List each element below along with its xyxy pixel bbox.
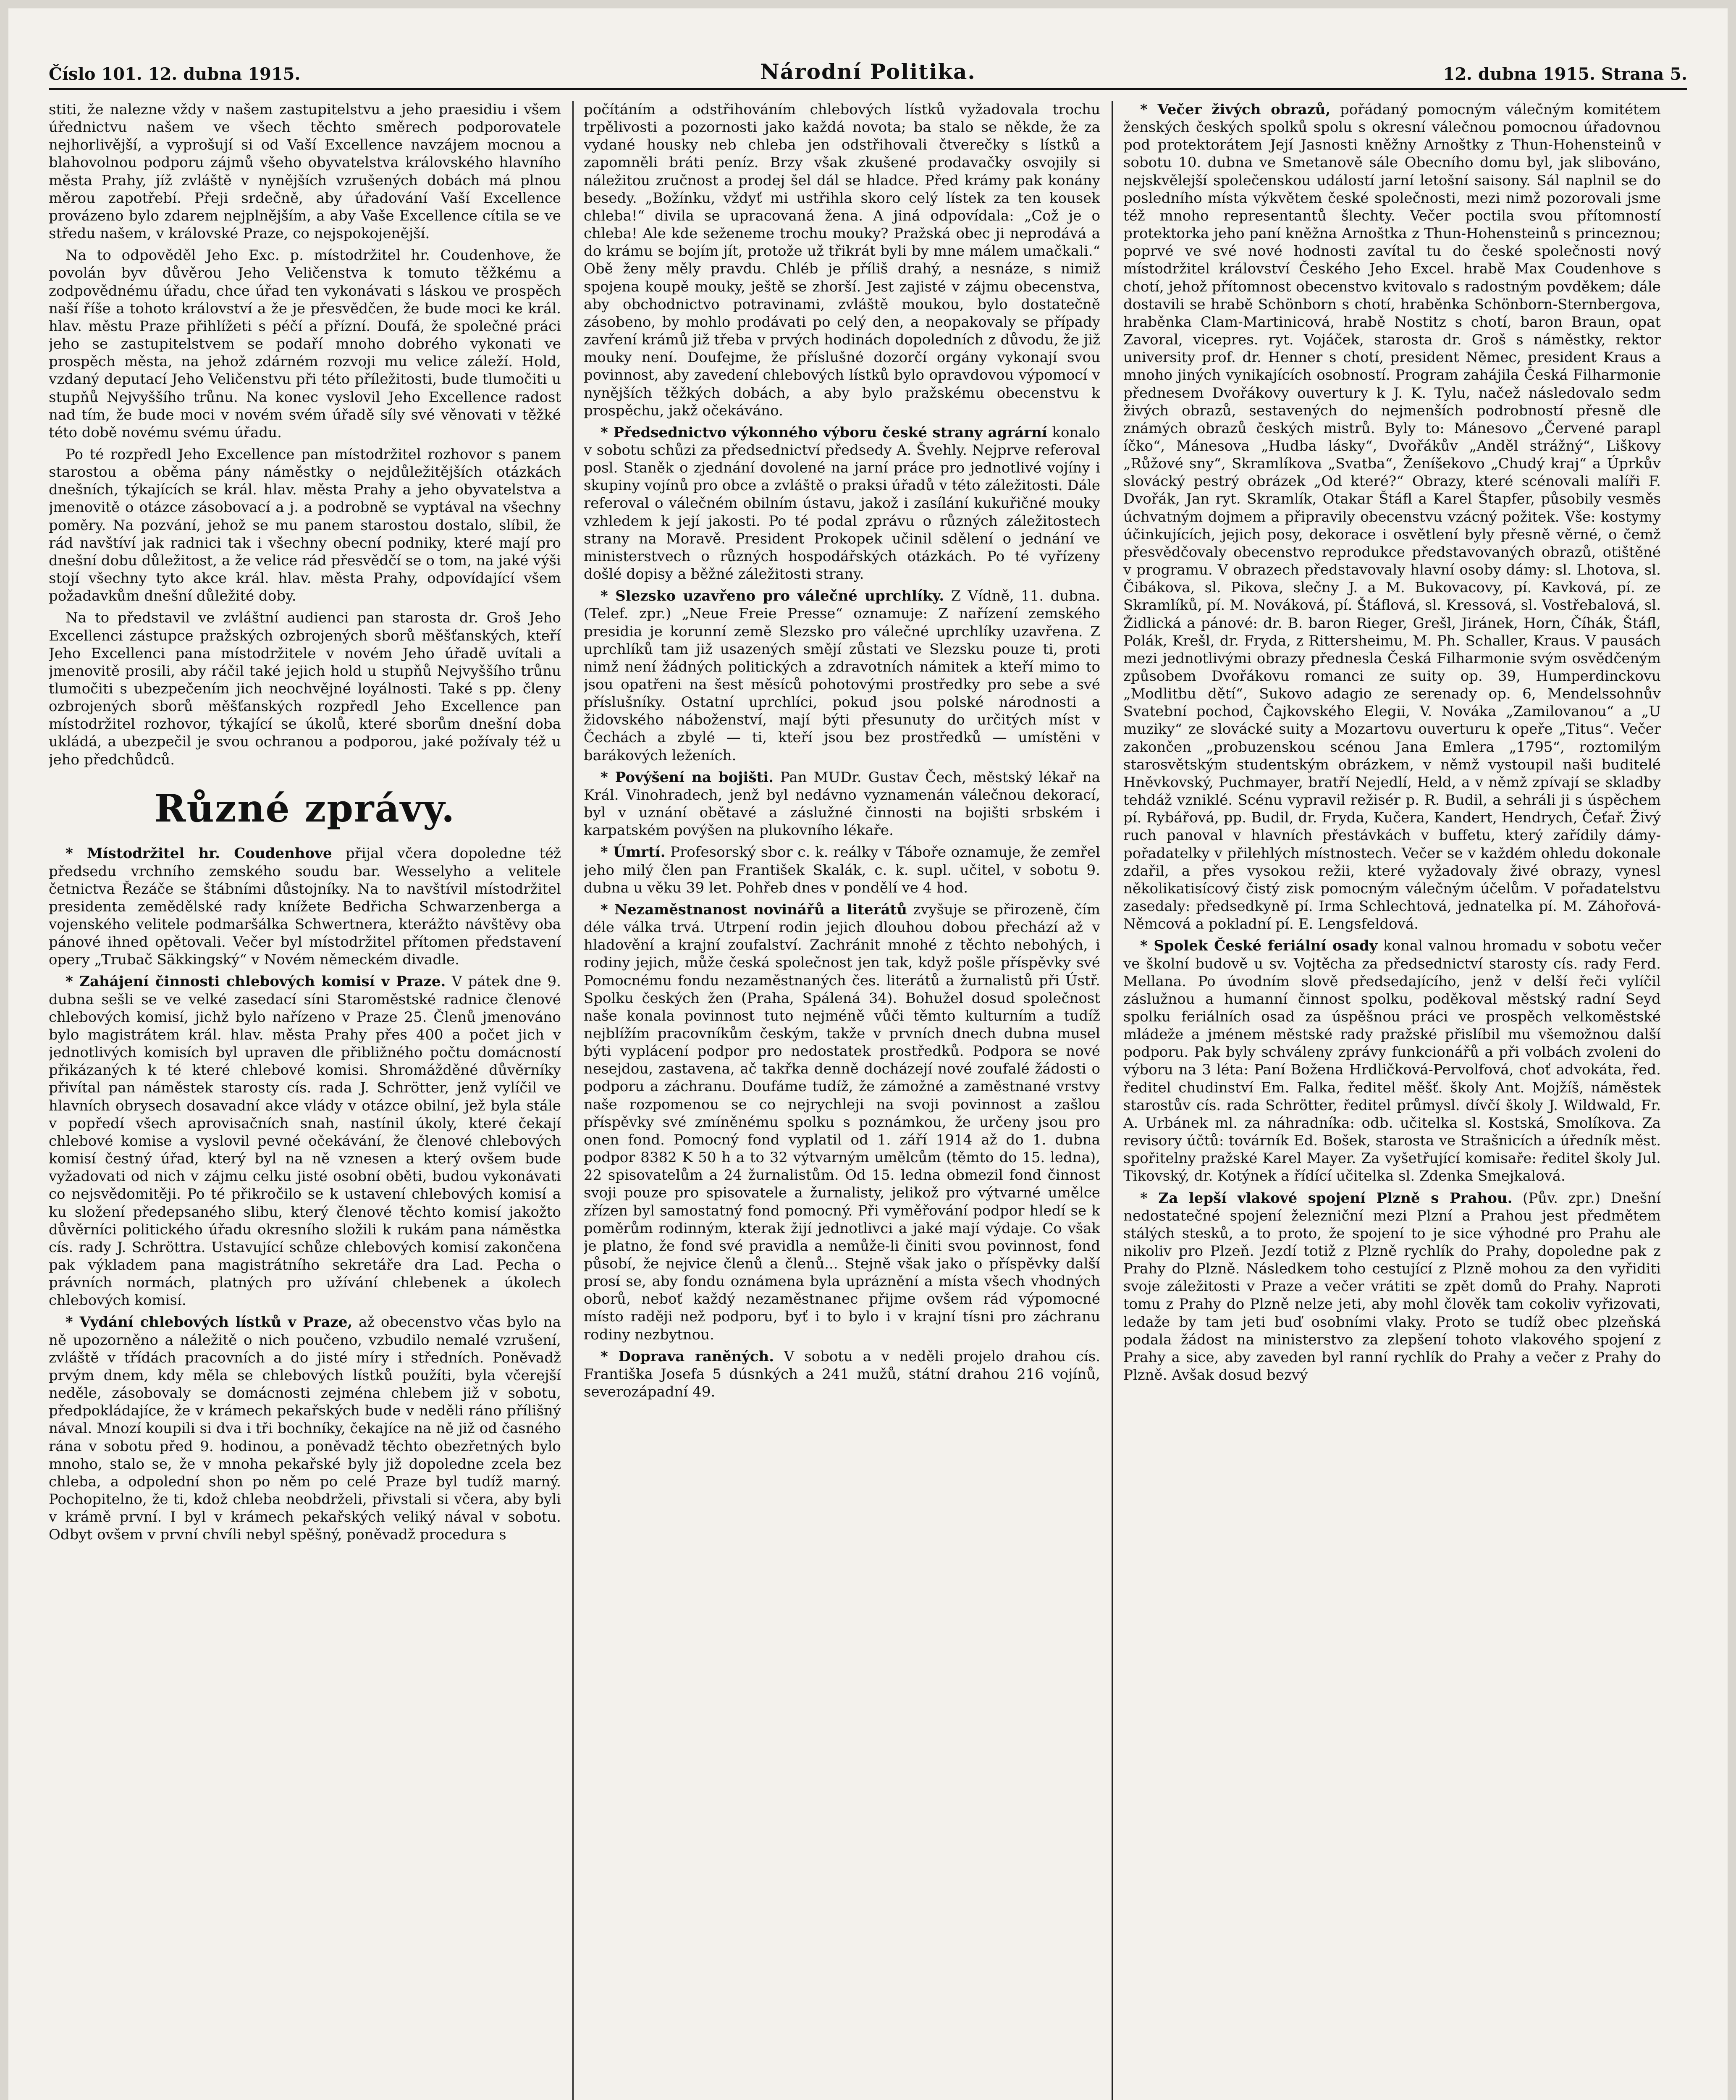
news-item-body: Z Vídně, 11. dubna. (Telef. zpr.) „Neue Freie Presse“ oznamuje: Z nařízení zemského presidia je korunní země Slezsko pro válečné uprchlíky uzavřena. Z uprchlíků tam již usazených smějí zůstati ve Slezsku pouze ti, proti nimž není žádných politických a zdravotních námitek a kteří mimo to jsou opatřeni na šest měsíců pohotovými prostředky pro sebe a své příslušníky. Ostatní uprchlíci, pokud jsou polské národnosti a židovského náboženství, mají býti přesunuty do určitých míst v Čechách a zbylé — ti, kteří jsou bez prostředků — umístěni v barákových leženích. (584, 588, 1100, 764)
news-item (1123, 1189, 1661, 1384)
article-paragraph: Po té rozpředl Jeho Excellence pan místodržitel rozhovor s panem starostou a oběma pány náměstky o nejdůležitějších otázkách dnešních, týkajících se král. hlav. města Prahy a jeho obyvatelstva a jmenovitě o otázce zásobovací a j. a podrobně se vyptával na všechny poměry. Na pozvání, jehož se mu panem starostou dostalo, slíbil, že rád navštíví jak radnici tak i všechny obecní podniky, které mají pro dnešní dobu důležitost, a že velice rád přesvědčí se o tom, na jaké výši stojí všechny tyto akce král. hlav. města Prahy, odpovídající všem požadavkům dnešní důležité doby. (49, 446, 561, 605)
news-item-headline: * Nezaměstnanost novinářů a literátů (601, 901, 907, 918)
news-item-headline: * Vydání chlebových lístků v Praze, (66, 1314, 353, 1331)
article-paragraph: Na to představil ve zvláštní audienci pan starosta dr. Groš Jeho Excellenci zástupce pražských ozbrojených sborů měšťanských, kteří Jeho Excellenci pana místodržitele v novém Jeho úřadě uvítali a jmenovitě prosili, aby ráčil také jejich hold u stupňů Nejvyššího trůnu tlumočiti s ubezpečením jich neochvějné loyálnosti. Také s pp. členy ozbrojených sborů měšťanských rozpředl Jeho Excellence pan místodržitel rozhovor, týkající se úkolů, které sborům dnešní doba ukládá, a ubezpečil je svou ochranou a podporou, jaké požívaly též u jeho předchůdců. (49, 609, 561, 768)
news-item-headline: * Za lepší vlakové spojení Plzně s Prahou. (1140, 1189, 1513, 1207)
column-1 (49, 101, 561, 2100)
article-paragraph: stiti, že nalezne vždy v našem zastupitelstvu a jeho praesidiu i všem úřednictvu našem ve všech těchto směrech podporovatele nejhorlivější, a vyprošují si od Vaší Excellence navzájem mocnou a blahovolnou podporu zájmů všeho obyvatelstva královského hlavního města Prahy, jíž zvláště v nynějších vzrušených dobách má plnou měrou zapotřebí. Přeji srdečně, aby úřadování Vaší Excellence provázeno bylo zdarem nejplnějším, a aby Vaše Excellence cítila se ve středu našem, v královské Praze, co nejspokojenější. (49, 101, 561, 242)
news-item (584, 843, 1100, 896)
news-item-body: Pan MUDr. Gustav Čech, městský lékař na Král. Vinohradech, jenž byl nedávno vyznamenán válečnou dekorací, byl v uznání obětavé a záslužné činnosti na bojišti srbském i karpatském povýšen na plukovního lékaře. (584, 769, 1100, 839)
column-divider (572, 101, 574, 2100)
news-item (49, 845, 561, 969)
news-item-body: konalo v sobotu schůzi za předsednictví předsedy A. Švehly. Nejprve referoval posl. Staněk o zjednání dovolené na jarní práce pro jednotlivé vojíny i skupiny vojínů pro obce a zvláště o praksi úřadů v této záležitosti. Dále referoval o válečném obilním ústavu, jakož i zasílání kukuřičné mouky vzhledem k její jakosti. Po té podal zprávu o různých záležitostech strany na Moravě. President Prokopek učinil sdělení o jednání ve ministerstvech o různých hospodářských otázkách. Po té vyřízeny došlé dopisy a běžné záležitosti strany. (584, 424, 1100, 583)
section-heading: Různé zprávy. (154, 786, 456, 831)
news-item-headline: * Zahájení činnosti chlebových komisí v Praze. (66, 973, 446, 990)
news-item-headline: * Místodržitel hr. Coudenhove (66, 845, 332, 862)
column-2 (584, 101, 1100, 2100)
article-paragraph: počítáním a odstřihováním chlebových lístků vyžadovala trochu trpělivosti a pozornosti jako každá novota; ba stalo se někde, že za vydané housky neb chleba jen odstřihovali čtverečky s lístků a zapomněli bráti peníz. Brzy však zkušené prodavačky osvojily si náležitou zručnost a prodej šel dál se hladce. Před krámy pak konány besedy. „Božínku, vždyť mi ustřihla skoro celý lístek za ten kousek chleba!“ divila se upracovaná žena. A jiná odpovídala: „Což je o chleba! Ale kde seženeme trochu mouky? Pražská obec ji neprodává a do krámu se bojím jít, protože už třikrát byli by mne málem umačkali.“ Obě ženy měly pravdu. Chléb je příliš drahý, a nesnáze, s nimiž spojena koupě mouky, ještě se zhorší. Jest zajisté v zájmu obecenstva, aby obchodnictvo potravinami, zvláště moukou, bylo dostatečně zásobeno, by mohlo prodávati po celý den, a neopakovaly se případy zavření krámů již třeba v prvých hodinách dopoledních z důvodu, že již mouky není. Doufejme, že příslušné dozorčí orgány vykonají svou povinnost, aby zavedení chlebových lístků bylo opravdovou výpomocí v nynějších těžkých dobách, a aby bylo pražskému obecenstvu k prospěchu, jakž očekáváno. (584, 101, 1100, 419)
news-item-body: konal valnou hromadu v sobotu večer ve školní budově u sv. Vojtěcha za předsednictví starosty cís. rady Ferd. Mellana. Po úvodním slově předsedajícího, jenž v delší řeči vylíčil záslužnou a humanní činnost spolku, poděkoval městský radní Seyd spolku feriálních osad za úspěšnou práci ve prospěch velkoměstské mládeže a jménem městské rady pražské přislíbil mu všemožnou další podporu. Pak byly schváleny zprávy funkcionářů a při volbách zvoleni do výboru na 3 léta: Paní Božena Hrdličková-Pervolfová, choť advokáta, řed. ředitel chudinství Em. Falka, ředitel měšť. školy Ant. Mojžíš, náměstek starostův cís. rada Schrötter, ředitel průmysl. dívčí školy J. Wildwald, Fr. A. Urbánek ml. za náhradníka: odb. učitelka sl. Kostská, Smolíkova. Za revisory účtů: továrník Ed. Bošek, starosta ve Strašnicích a úředník měst. spořitelny pražské Karel Mayer. Za vyšetřující komisaře: ředitel školy Jul. Tikovský, dr. Kotýnek a řídící učitelka sl. Zdenka Smejkalová. (1123, 937, 1661, 1185)
news-item (49, 973, 561, 1309)
column-divider (1112, 101, 1113, 2100)
news-item (584, 587, 1100, 764)
news-item (584, 1348, 1100, 1401)
page-date-and-number: 12. dubna 1915. Strana 5. (1443, 64, 1687, 84)
article-paragraph: Na to odpověděl Jeho Exc. p. místodržitel hr. Coudenhove, že povolán byv důvěrou Jeho Veličenstva k tomuto těžkému a zodpovědnému úřadu, chce úřad ten vykonávati s láskou ve prospěch naší říše a tohoto království a že je přesvědčen, že bude moci ke král. hlav. městu Praze přihlížeti s péčí a přízní. Doufá, že společné práci jeho se zastupitelstvem se podaří mnoho dobrého vykonati ve prospěch města, na jehož zdárném rozvoji mu velice záleží. Hold, vzdaný deputací Jeho Veličenstvu při této příležitosti, bude tlumočiti u stupňů Nejvyššího trůnu. Na konec vyslovil Jeho Excellence radost nad tím, že bude moci v novém svém úřadě síly své věnovati v těžké této době novému svému úřadu. (49, 247, 561, 441)
news-item-body: až obecenstvo včas bylo na ně upozorněno a náležitě o nich poučeno, vzbudilo nemalé vzrušení, zvláště v třídách pracovních a do jisté míry i středních. Poněvadž prvým dnem, kdy měla se chlebových lístků použíti, byla včerejší neděle, zásobovaly se domácnosti zejména chlebem již v sobotu, předpokládajíce, že v krámech pekařských bude v neděli ráno přílišný nával. Mnozí koupili si dva i tři bochníky, čekajíce na ně již od časného rána v sobotu před 9. hodinou, a poněvadž těchto obezřetných bylo mnoho, stalo se, že v mnoha pekařské byly již dopoledne zcela bez chleba, a odpolední shon po něm po celé Praze byl tudíž marný. Pochopitelno, že ti, kdož chleba neobdrželi, přivstali si včera, aby byli v krámě první. I byl v krámech pekařských veliký nával v sobotu. Odbyt ovšem v první chvíli nebyl spěšný, poněvadž procedura s (49, 1314, 561, 1544)
news-item-body: přijal včera dopoledne též předsedu vrchního zemského soudu bar. Wesselyho a velitele četnictva Řezáče se štábními důstojníky. Na to navštívil místodržitel presidenta zemědělské rady knížete Bedřicha Schwarzenberga a vojenského velitele podmaršálka Schwertnera, kterážto návštěvy oba pánové ihned opětovali. Večer byl místodržitel přítomen představení opery „Trubač Säkkingský“ v Novém německém divadle. (49, 845, 561, 969)
news-item-headline: * Předsednictvo výkonného výboru české strany agrární (601, 424, 1047, 441)
news-item-body: zvyšuje se přirozeně, čím déle válka trvá. Utrpení rodin jejich dlouhou dobou přechází až v hladovění a krajní zoufalství. Zachránit mnohé z těchto nebohých, i rodiny jejich, může česká společnost jen tak, když pošle příspěvky své Pomocnému fondu nezaměstnaných čes. literátů a žurnalistů při Ústř. Spolku českých žen (Praha, Spálená 34). Bohužel dosud společnost naše konala povinnost tuto nejméně vůči těmto kulturním a tudíž nejblížím pracovníkům českým, takže v prvních dnech dubna musel býti vyplácení podpor pro nedostatek prostředků. Podpora se nové nesejdou, zastavena, ač takřka denně docházejí nové zoufalé žádosti o podporu a záchranu. Doufáme tudíž, že zámožné a zaměstnané vrstvy naše rozpomenou se co nejrychleji na svoji povinnost a zašlou příspěvky své zmíněnému spolku s poznámkou, že určeny jsou pro onen fond. Pomocný fond vyplatil od 1. září 1914 až do 1. dubna podpor 8382 K 50 h a to 32 výtvarným umělcům (těmto do 15. ledna), 22 spisovatelům a 24 žurnalistům. Od 15. ledna obmezil fond činnost svoji pouze pro spisovatele a žurnalisty, jelikož pro výtvarné umělce zřízen byl samostatný fond pomocný. Při vyměřování podpor hledí se k poměrům rodinným, kterak žijí jednotlivci a jaké mají výdaje. Co však je platno, že fond své pravidla a nemůže-li činiti svou povinnost, fond působí, že nejvice členů a členů... Stejně však jako o příspěvky další prosí se, aby fondu oznámena byla upráznění a místa všech vhodných oborů, neboť každý nezaměstnanec přijme ovšem rád výpomocné místo raději než podporu, byť i to bylo i v krajní tísni pro záchranu rodiny nezbytnou. (584, 901, 1100, 1343)
news-item (1123, 937, 1661, 1185)
news-item-headline: * Povýšení na bojišti. (601, 769, 774, 786)
news-item-headline: * Doprava raněných. (601, 1348, 774, 1365)
column-3 (1123, 101, 1661, 2100)
news-item (49, 1313, 561, 1544)
issue-number: Číslo 101. 12. dubna 1915. (49, 64, 301, 84)
news-item-body: Profesorský sbor c. k. reálky v Táboře oznamuje, že zemřel jeho milý člen pan František Skalák, c. k. supl. učitel, v sobotu 9. dubna u věku 39 let. Pohřeb dnes v pondělí ve 4 hod. (584, 844, 1100, 896)
newspaper-page (8, 8, 1728, 2100)
page-header (49, 59, 1687, 90)
news-item-body: pořádaný pomocným válečným komitétem ženských českých spolků spolu s okresní válečnou pomocnou úřadovnou pod protektorátem Její Jasnosti kněžny Arnoštky z Thun-Hohensteinů v sobotu 10. dubna ve Smetanově sále Obecního domu byl, jak slibováno, nejskvělejší společenskou událostí jarní letošní saisony. Sál naplnil se do posledního místa výkvětem české společnosti, mezi nimž pozorovali jsme též mnoho representantů šlechty. Večer poctila svou přítomností protektorka jeho paní kněžna Arnoštka z Thun-Hohensteinů s princeznou; poprvé ve své nové hodnosti zavítal tu do české společnosti nový místodržitel království Českého Jeho Excel. hrabě Max Coudenhove s chotí, jehož přítomnost obecenstvo kvitovalo s radostným povděkem; dále dostavili se hrabě Schönborn s chotí, hraběnka Schönborn-Sternbergova, hraběnka Clam-Martinicová, hrabě Nostitz s chotí, baron Braun, opat Zavoral, vicepres. ryt. Vojáček, starosta dr. Groš s náměstky, rektor university prof. dr. Henner s chotí, president Němec, president Kraus a mnoho jiných vynikajících osobností. Program zahájila Česká Filharmonie přednesem Dvořákovy ouvertury k J. K. Tylu, načež následovalo sedm živých obrazů, sestavených do nejmenších podrobností přesně dle známých obrazů českých mistrů. Byly to: Mánesovo „Červené parapl íčko“, Mánesova „Hudba lásky“, Dvořákův „Anděl strážný“, Liškovy „Růžové sny“, Skramlíkova „Svatba“, Ženíšekovo „Chudý kraj“ a Úprkův slovácký pestrý obrázek „Od které?“ Obrazy, které scénovali malíři F. Dvořák, Jan ryt. Skramlík, Otakar Štáfl a Karel Štapfer, působily vesměs úchvatným dojmem a připravily obecenstvu vzácný požitek. Vše: kostymy účinkujících, jejich posy, dekorace i osvětlení byly přesně věrné, o čemž přesvědčovaly obecenstvo reprodukce představovaných obrazů, otištěné v programu. V obrazech představovaly hlavní osoby dámy: sl. Lhotova, sl. Čibákova, sl. Pikova, slečny J. a M. Bukovacovy, pí. Kavková, pí. ze Skramlíků, pí. M. Nováková, pí. Štáflová, sl. Kressová, sl. Vostřebalová, sl. Židlická a pánové: dr. B. baron Rieger, Grešl, Jiránek, Horn, Číhák, Štáfl, Polák, Krešl, dr. Fryda, z Rittersheimu, M. Ph. Schaller, Kraus. V pausách mezi jednotlivými obrazy přednesla Česká Filharmonie svým osvědčeným způsobem Dvořákovu romanci ze suity op. 39, Humperdinckovu „Modlitbu dětí“, Sukovo adagio ze serenady op. 6, Mendelssohnův Svatební pochod, Čajkovského Elegii, V. Nováka „Zamilovanou“ a „U muziky“ ze slovácké suity a Mozartovu ouverturu k opeře „Titus“. Večer zakončen „probuzenskou scénou Jana Emlera „1795“, roztomilým starosvětským studentským obrázkem, v němž vystoupil naši buditelé Hněvkovský, Puchmayer, bratří Nejedlí, Held, a v němž zpívají se skladby tehdáž vzniklé. Scénu vypravil režisér p. R. Budil, a sehráli ji s úspěchem pí. Rybářová, pp. Budil, dr. Fryda, Kučera, Kandert, Hendrych, Čeťař. Živý ruch panoval v hlavních přestávkách v buffetu, který zařídily dámy-pořadatelky v přilehlých místnostech. Večer se v každém ohledu dokonale zdařil, a přes vysokou režii, které vyžadovaly živé obrazy, vynesl několikatisícový čistý zisk pomocným válečným účelům. V pořadatelstvu zasedaly: předsedkyně pí. Irma Schlechtová, jednatelka pí. M. Záhořová-Němcová a pokladní pí. E. Lengsfeldová. (1123, 101, 1661, 933)
news-item-headline: * Slezsko uzavřeno pro válečné uprchlíky. (601, 588, 944, 605)
news-item-headline: * Spolek České feriální osady (1140, 937, 1378, 955)
news-item-body: (Pův. zpr.) Dnešní nedostatečné spojení železniční mezi Plzní a Prahou jest předmětem stálých stesků, a to proto, že spojení to je sice výhodné pro Prahu ale nikoliv pro Plzeň. Jezdí totiž z Plzně rychlík do Prahy, dopoledne pak z Prahy do Plzně. Následkem toho cestující z Plzně mohou za den vyřiditi svoje záležitosti v Praze a večer vrátiti se zpět domů do Prahy. Naproti tomu z Prahy do Plzně nelze jeti, aby mohl člověk tam cokoliv vyřizovati, ledaže by tam jeti buď osobními vlaky. Proto se tudíž obec plzeňská podala žádost na ministerstvo za zlepšení tohoto vlakového spojení z Prahy a sice, aby zaveden byl ranní rychlík do Prahy a večer z Prahy do Plzně. Avšak dosud bezvý (1123, 1189, 1661, 1384)
news-item-body: V pátek dne 9. dubna sešli se ve velké zasedací síni Staroměstské radnice členové chlebových komisí, jichž bylo nařízeno v Praze 25. Členů jmenováno bylo magistrátem král. hlav. města Prahy přes 400 a počet jich v jednotlivých komisích byl upraven dle přibližného počtu domácností přikázaných k té které chlebové komisi. Shromážděné důvěrníky přivítal pan náměstek starosty cís. rada J. Schrötter, jenž vylíčil ve hlavních obrysech dosavadní akce vlády v otázce obilní, jež byla stále v popředí všech aprovisačních snah, nastínil úkoly, které čekají chlebové komise a vyslovil pevné očekávání, že členové chlebových komisí čestný úřad, který byl na ně vznesen a který ovšem bude vyžadovati od nich v zájmu celku jisté osobní oběti, budou vykonávati co nejsvědomitěji. Po té přikročilo se k ustavení chlebových komisí a ku složení předepsaného slibu, který členové těchto komisí jakožto důvěrníci politického úřadu okresního složili k rukám pana náměstka cís. rady J. Schröttra. Ustavující schůze chlebových komisí zakončena pak výkladem pana magistrátního sekretáře dra Lad. Pecha o právních normách, platných pro užívání chlebenek a úkolech chlebových komisí. (49, 973, 561, 1309)
news-item (584, 424, 1100, 583)
news-item-body: V sobotu a v neděli projelo drahou cís. Františka Josefa 5 dúsnkých a 241 mužů, státní drahou 216 vojínů, severozápadní 49. (584, 1348, 1100, 1401)
news-item (584, 769, 1100, 840)
news-item-headline: * Úmrtí. (601, 844, 666, 861)
news-item (1123, 101, 1661, 933)
news-item-headline: * Večer živých obrazů, (1140, 101, 1331, 118)
news-item (584, 901, 1100, 1344)
masthead-title: Národní Politika. (760, 59, 976, 84)
